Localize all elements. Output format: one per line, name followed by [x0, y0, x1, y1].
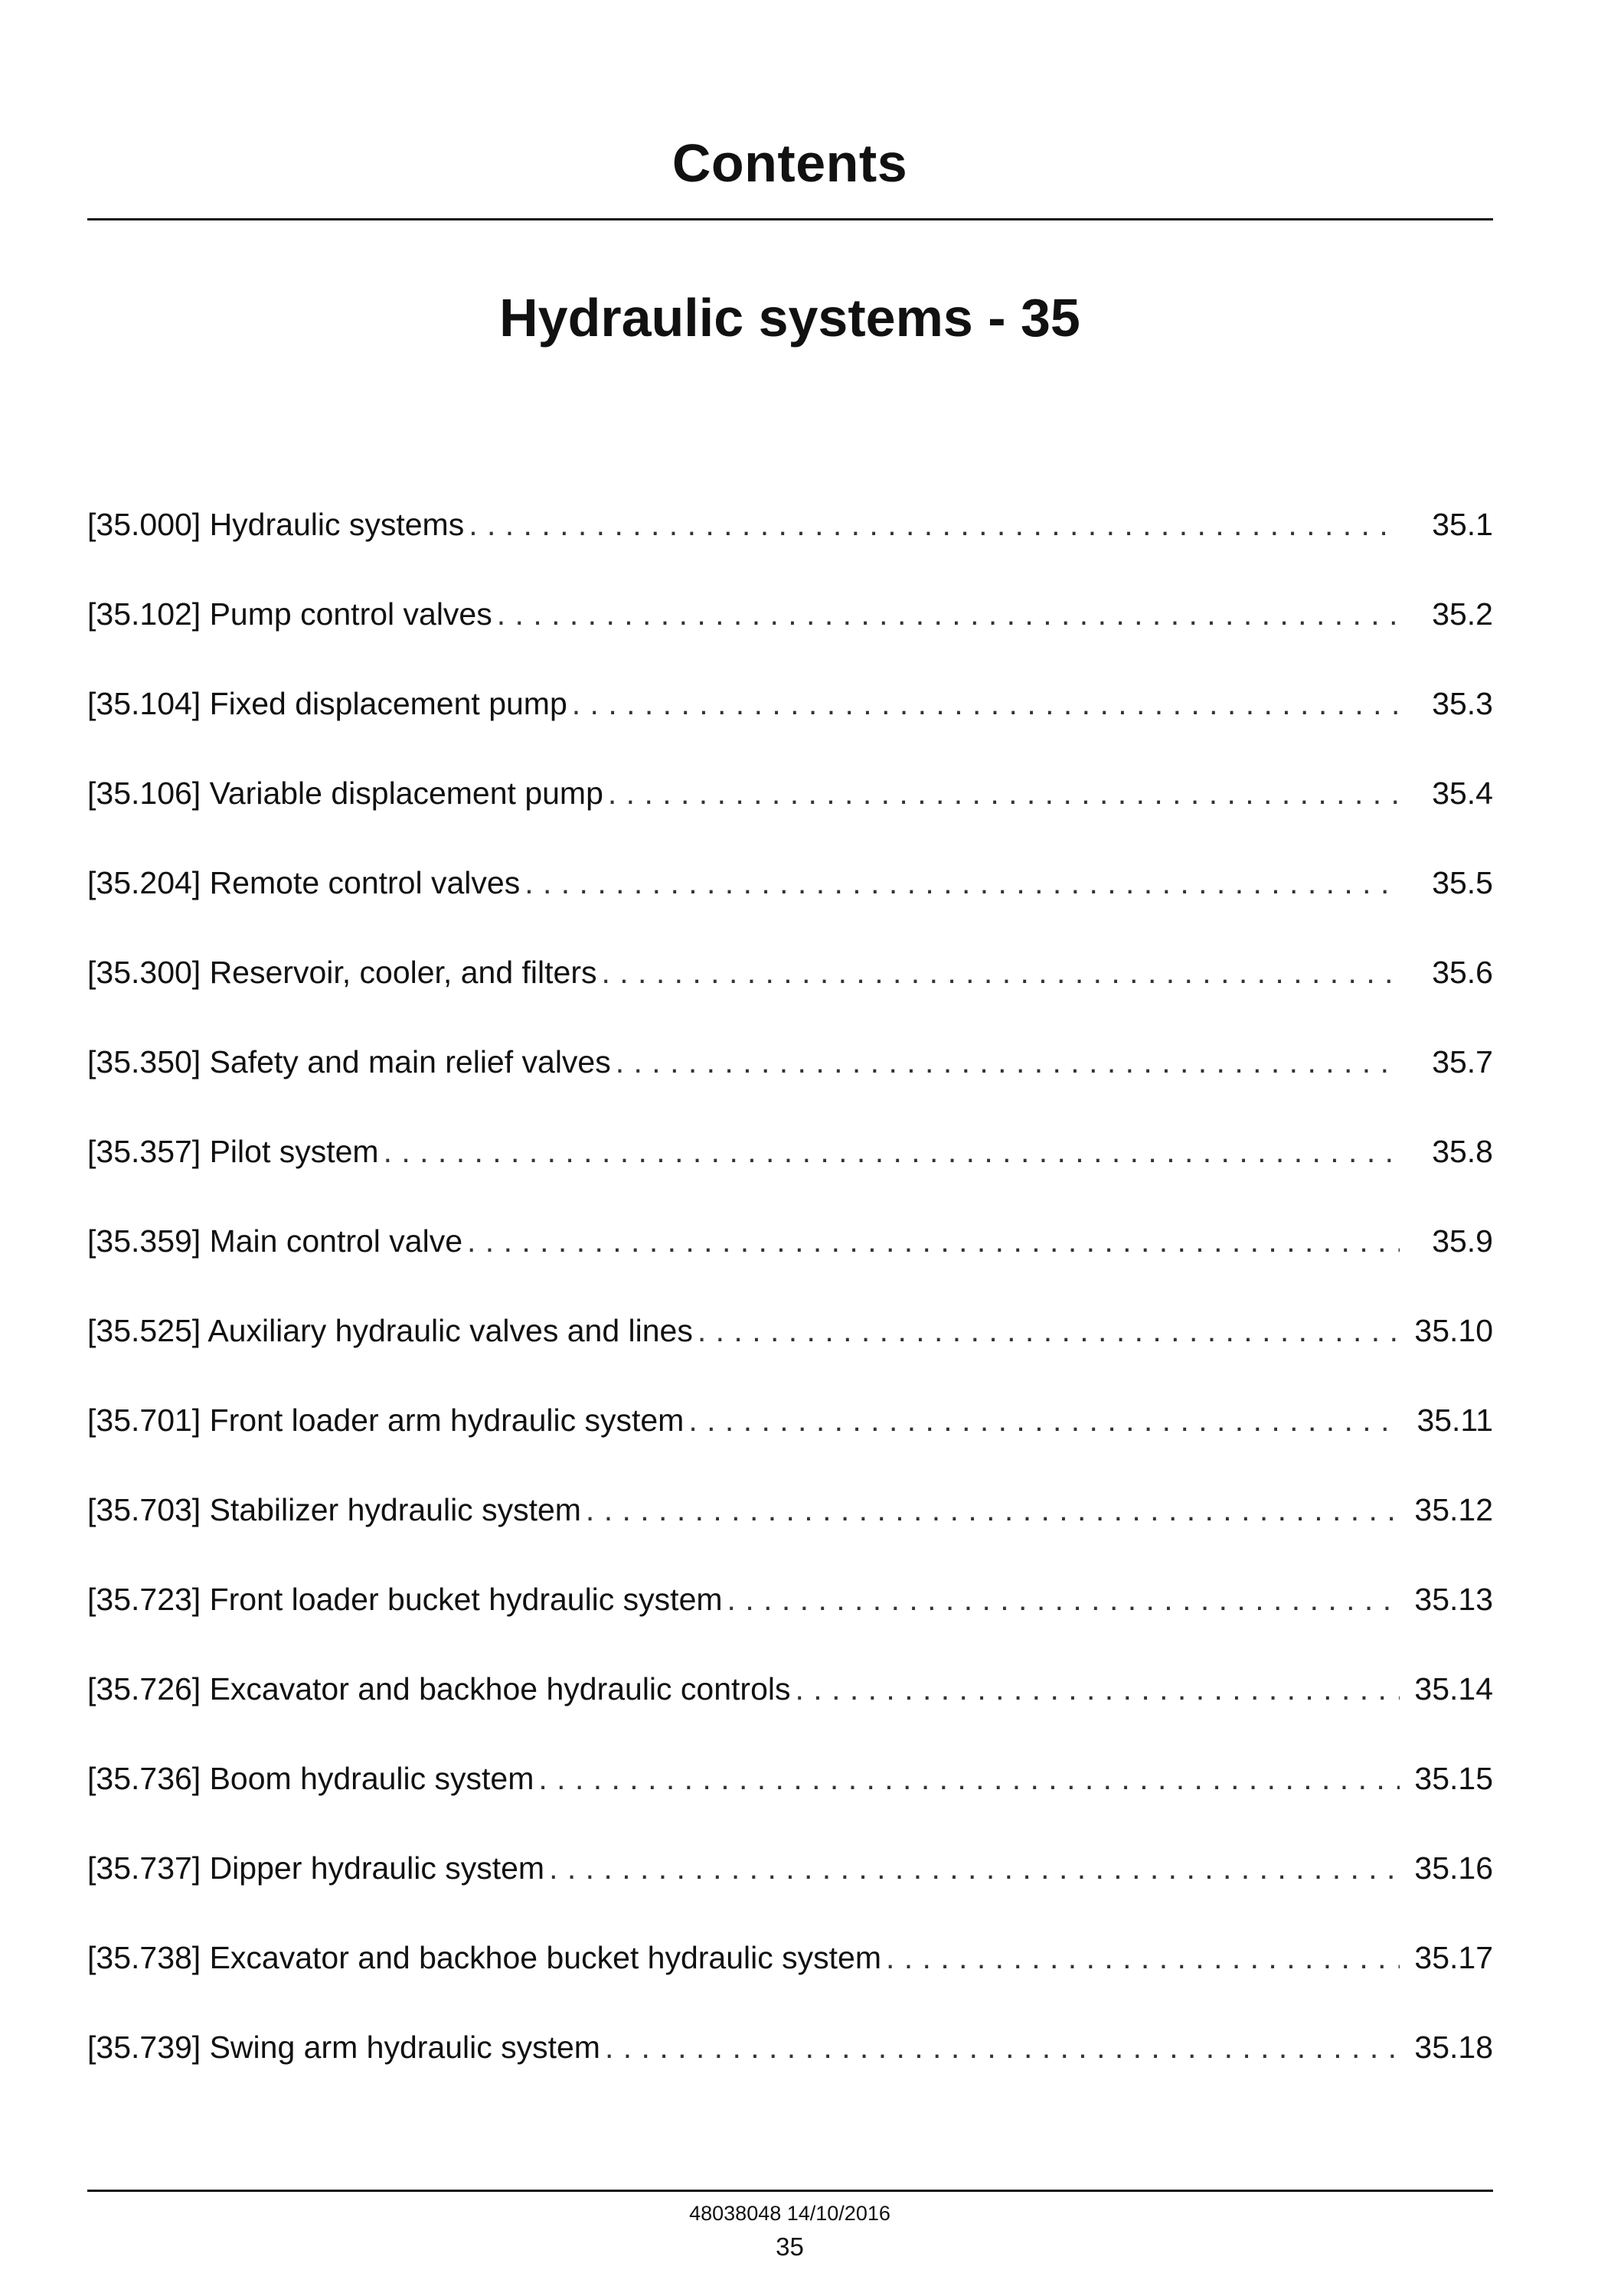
toc-entry[interactable]	[87, 684, 1493, 774]
toc-entry[interactable]	[87, 2028, 1493, 2118]
toc-entry-page: 35.4	[1432, 776, 1493, 811]
toc-dot-leader	[469, 505, 1400, 544]
toc-entry-page: 35.13	[1414, 1582, 1493, 1617]
toc-entry-page: 35.8	[1432, 1134, 1493, 1169]
toc-entry[interactable]	[87, 1938, 1493, 2028]
toc-entry-page: 35.6	[1432, 955, 1493, 990]
toc-entry[interactable]	[87, 1580, 1493, 1670]
toc-dot-leader	[796, 1670, 1400, 1708]
toc-entry-page: 35.11	[1417, 1403, 1493, 1438]
toc-entry-label: [35.723] Front loader bucket hydraulic system	[87, 1582, 723, 1617]
toc-dot-leader	[608, 774, 1400, 812]
toc-dot-leader	[605, 2028, 1400, 2066]
toc-dot-leader	[384, 1132, 1400, 1171]
toc-entry-page: 35.7	[1432, 1044, 1493, 1079]
toc-entry-label: [35.104] Fixed displacement pump	[87, 686, 567, 721]
toc-dot-leader	[727, 1580, 1400, 1618]
toc-entry-label: [35.739] Swing arm hydraulic system	[87, 2030, 600, 2065]
toc-entry[interactable]	[87, 1670, 1493, 1759]
toc-dot-leader	[538, 1759, 1400, 1798]
toc-dot-leader	[572, 684, 1400, 723]
toc-entry-page: 35.17	[1414, 1940, 1493, 1975]
toc-entry-page: 35.1	[1432, 507, 1493, 542]
toc-entry-page: 35.15	[1414, 1761, 1493, 1796]
toc-dot-leader	[497, 595, 1400, 633]
toc-entry-label: [35.106] Variable displacement pump	[87, 776, 603, 811]
toc-entry-page: 35.3	[1432, 686, 1493, 721]
toc-entry-label: [35.300] Reservoir, cooler, and filters	[87, 955, 597, 990]
toc-entry-label: [35.357] Pilot system	[87, 1134, 379, 1169]
toc-entry-label: [35.350] Safety and main relief valves	[87, 1044, 611, 1079]
toc-entry-label: [35.738] Excavator and backhoe bucket hydraulic system	[87, 1940, 881, 1975]
toc-entry[interactable]	[87, 595, 1493, 684]
toc-entry[interactable]	[87, 505, 1493, 595]
toc-dot-leader	[467, 1222, 1400, 1260]
section-title: Hydraulic systems - 35	[499, 288, 1080, 348]
toc-entry[interactable]	[87, 1401, 1493, 1491]
toc-entry-page: 35.2	[1432, 596, 1493, 632]
toc-dot-leader	[549, 1849, 1400, 1887]
toc-entry-page: 35.14	[1414, 1671, 1493, 1706]
toc-entry-label: [35.359] Main control valve	[87, 1223, 462, 1259]
toc-entry-label: [35.102] Pump control valves	[87, 596, 492, 632]
toc-entry-page: 35.9	[1432, 1223, 1493, 1259]
toc-entry-label: [35.726] Excavator and backhoe hydraulic controls	[87, 1671, 791, 1706]
toc-entry-label: [35.000] Hydraulic systems	[87, 507, 465, 542]
toc-entry[interactable]	[87, 1311, 1493, 1401]
toc-entry[interactable]	[87, 774, 1493, 864]
top-divider	[87, 218, 1493, 220]
toc-dot-leader	[698, 1311, 1400, 1350]
toc-entry-label: [35.204] Remote control valves	[87, 865, 521, 900]
toc-entry[interactable]	[87, 1222, 1493, 1311]
bottom-divider	[87, 2190, 1493, 2192]
toc-entry[interactable]	[87, 1132, 1493, 1222]
toc-entry[interactable]	[87, 864, 1493, 953]
toc-dot-leader	[601, 953, 1400, 991]
toc-entry[interactable]	[87, 953, 1493, 1043]
toc-entry-page: 35.5	[1432, 865, 1493, 900]
toc-dot-leader	[524, 864, 1400, 902]
toc-dot-leader	[886, 1938, 1400, 1977]
footer-page-number: 35	[776, 2232, 804, 2261]
toc-entry-label: [35.737] Dipper hydraulic system	[87, 1850, 545, 1886]
toc-dot-leader	[616, 1043, 1400, 1081]
toc-entry[interactable]	[87, 1849, 1493, 1938]
toc-entry-page: 35.12	[1414, 1492, 1493, 1527]
toc-dot-leader	[688, 1401, 1400, 1439]
toc-entry-label: [35.701] Front loader arm hydraulic system	[87, 1403, 685, 1438]
page-title: Contents	[671, 133, 908, 193]
toc-entry-page: 35.16	[1414, 1850, 1493, 1886]
toc-entry-page: 35.10	[1414, 1313, 1493, 1348]
toc-dot-leader	[586, 1491, 1400, 1529]
toc-entry-label: [35.736] Boom hydraulic system	[87, 1761, 534, 1796]
toc-entry-page: 35.18	[1414, 2030, 1493, 2065]
toc-entry-label: [35.525] Auxiliary hydraulic valves and lines	[87, 1313, 693, 1348]
toc-entry[interactable]	[87, 1043, 1493, 1132]
footer-document-code: 48038048 14/10/2016	[689, 2202, 890, 2225]
table-of-contents	[87, 505, 1493, 2118]
toc-entry-label: [35.703] Stabilizer hydraulic system	[87, 1492, 581, 1527]
toc-entry[interactable]	[87, 1491, 1493, 1580]
toc-entry[interactable]	[87, 1759, 1493, 1849]
